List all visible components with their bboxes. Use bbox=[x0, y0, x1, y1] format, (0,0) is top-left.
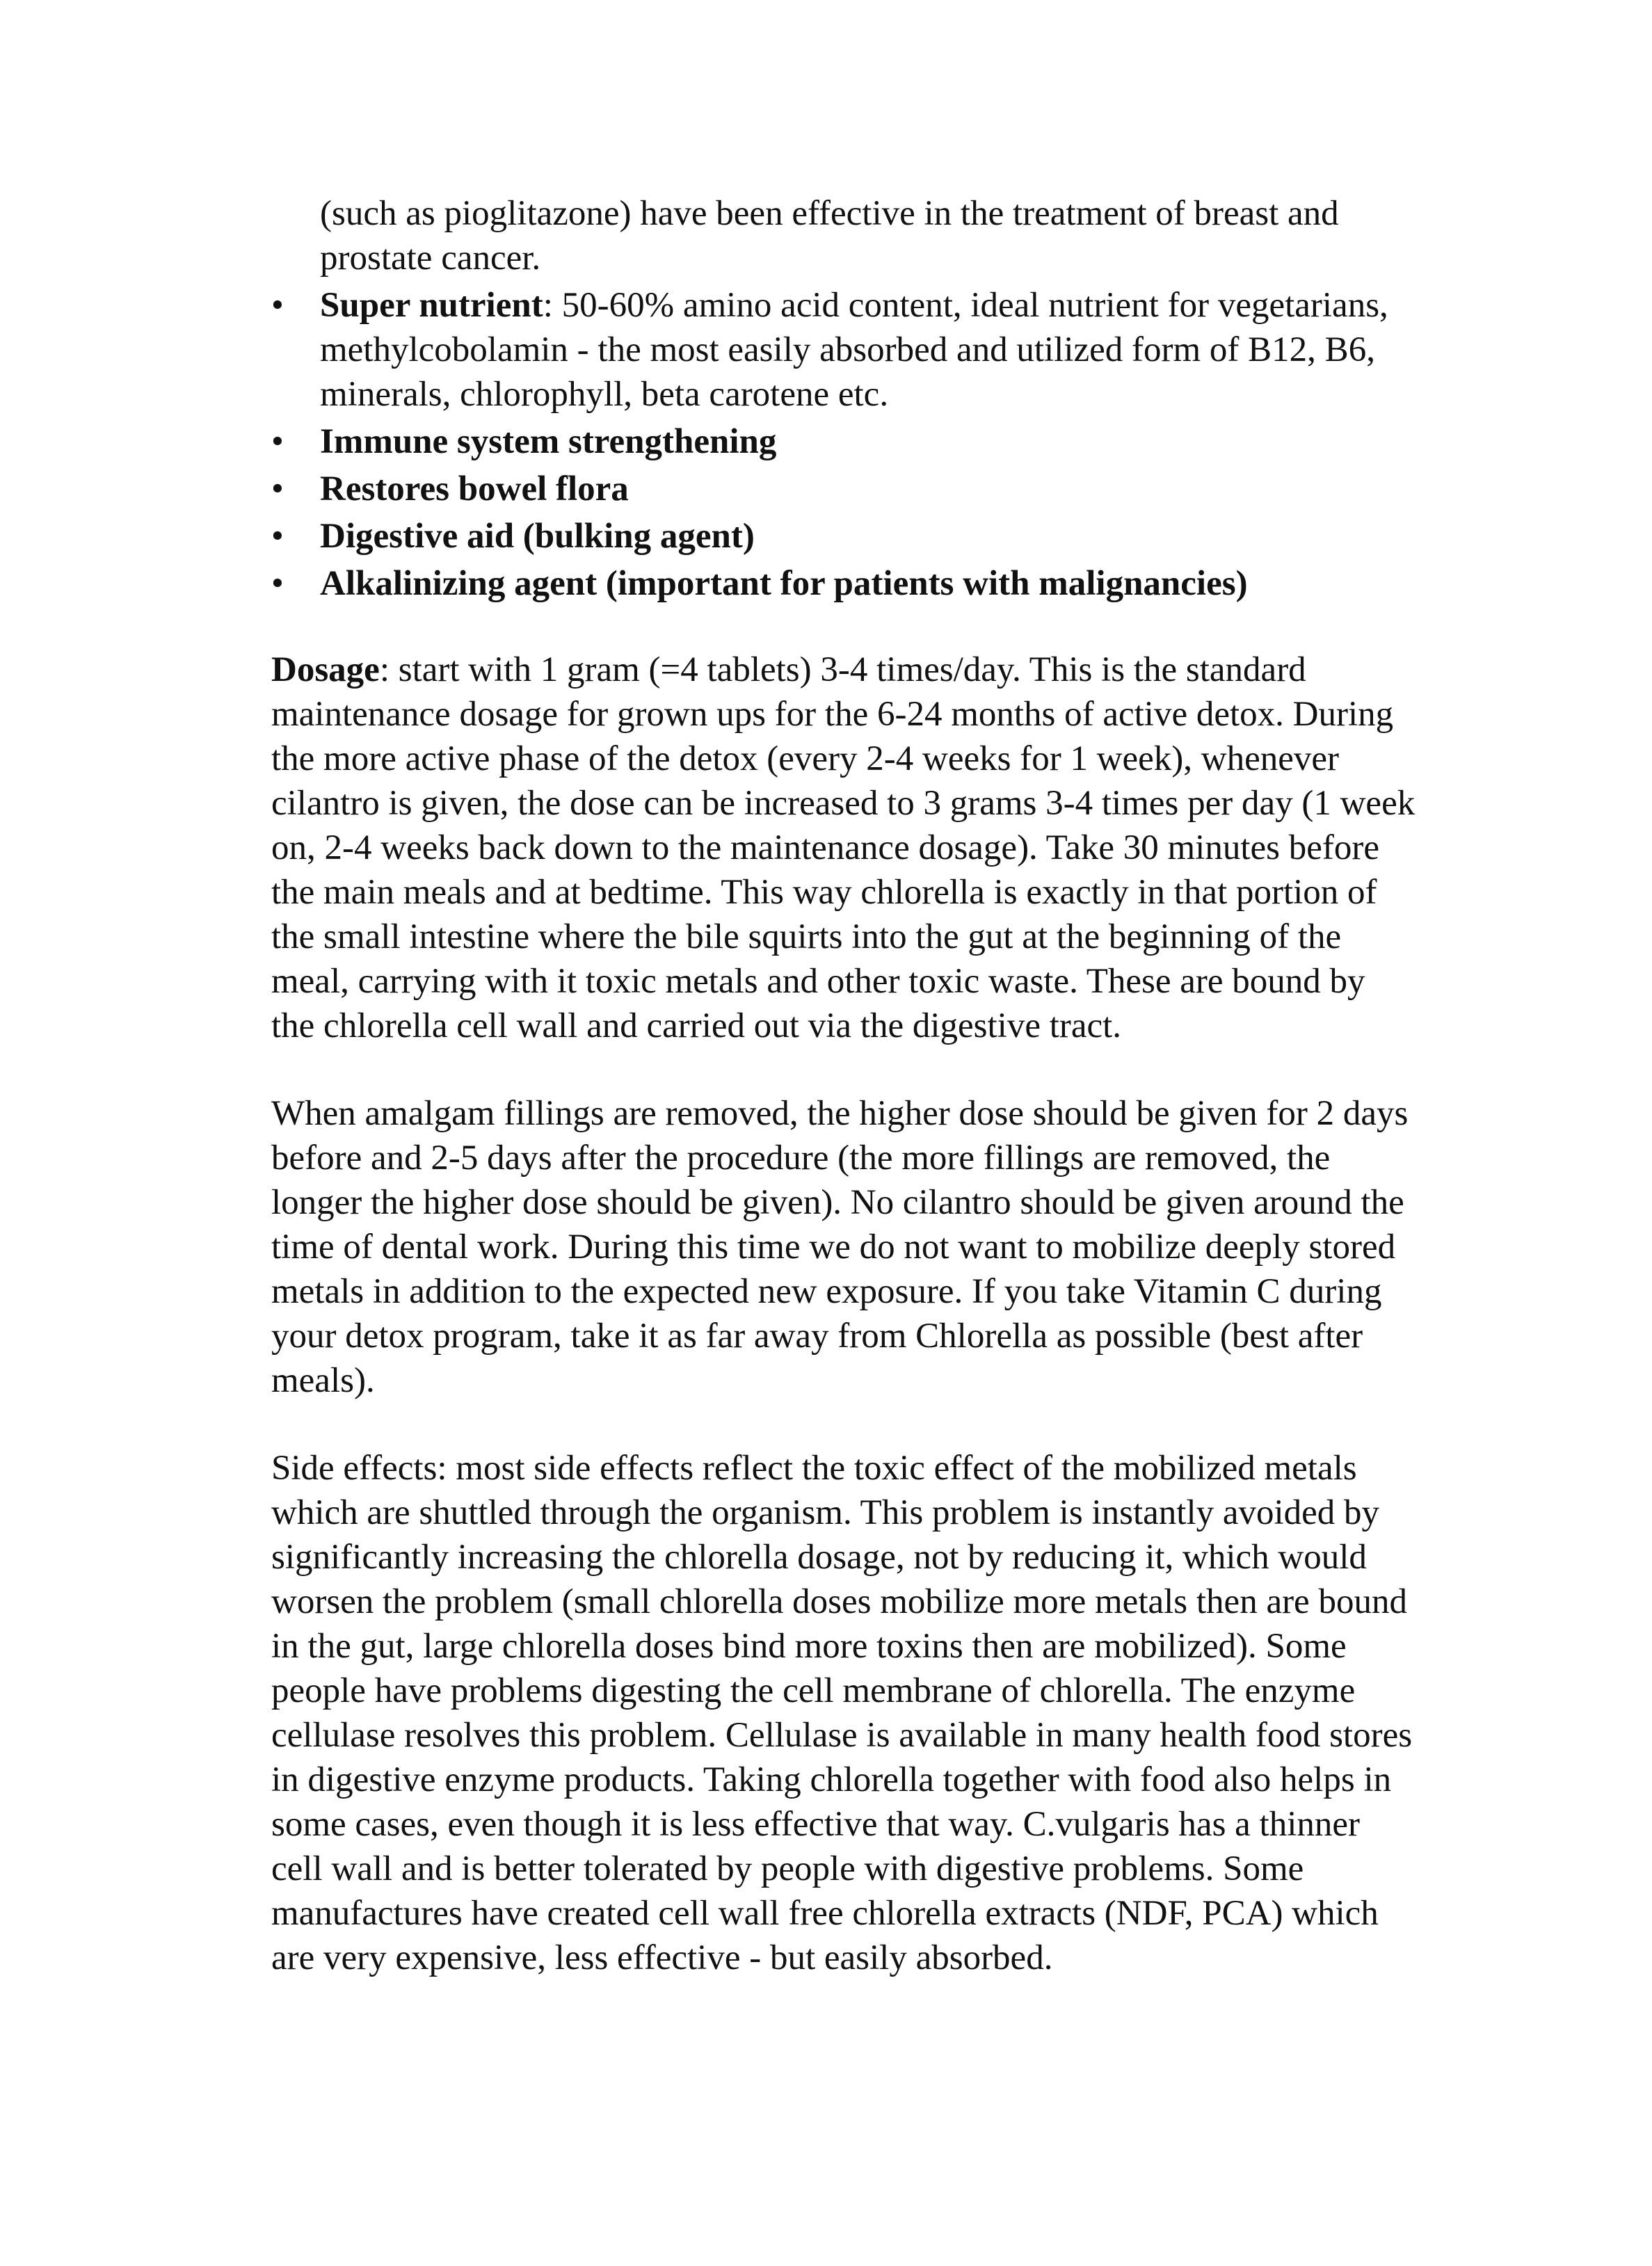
dosage-label: Dosage bbox=[271, 650, 380, 689]
side-effects-line: cell wall and is better tolerated by people with digestive problems. Some bbox=[271, 1849, 1304, 1888]
side-effects-line: are very expensive, less effective - but easily absorbed. bbox=[271, 1938, 1053, 1977]
side-effects-line: manufactures have created cell wall free chlorella extracts (NDF, PCA) which bbox=[271, 1894, 1379, 1933]
side-effects-line: in digestive enzyme products. Taking chlorella together with food also helps in bbox=[271, 1760, 1392, 1799]
bullet-bowel-flora: Restores bowel flora bbox=[320, 469, 629, 508]
bullet-marker: • bbox=[271, 286, 284, 325]
super-nutrient-line-3: minerals, chlorophyll, beta carotene etc. bbox=[320, 375, 889, 414]
dosage-line-1 bbox=[271, 648, 1306, 691]
amalgam-line: meals). bbox=[271, 1361, 375, 1400]
side-effects-line: people have problems digesting the cell membrane of chlorella. The enzyme bbox=[271, 1671, 1356, 1710]
side-effects-line: some cases, even though it is less effective that way. C.vulgaris has a thinner bbox=[271, 1805, 1361, 1844]
intro-line-1: (such as pioglitazone) have been effective in the treatment of breast and bbox=[320, 194, 1339, 233]
super-nutrient-label: Super nutrient bbox=[320, 286, 543, 325]
dosage-line: the main meals and at bedtime. This way chlorella is exactly in that portion of bbox=[271, 873, 1377, 912]
dosage-line: the small intestine where the bile squirts into the gut at the beginning of the bbox=[271, 917, 1342, 956]
dosage-line: on, 2-4 weeks back down to the maintenance dosage). Take 30 minutes before bbox=[271, 828, 1379, 867]
super-nutrient-line-2: methylcobolamin - the most easily absorbed and utilized form of B12, B6, bbox=[320, 330, 1375, 369]
amalgam-line: metals in addition to the expected new exposure. If you take Vitamin C during bbox=[271, 1272, 1382, 1311]
bullet-alkalinizing: Alkalinizing agent (important for patients with malignancies) bbox=[320, 564, 1248, 603]
dosage-line: cilantro is given, the dose can be increased to 3 grams 3-4 times per day (1 week bbox=[271, 784, 1416, 823]
dosage-line: meal, carrying with it toxic metals and other toxic waste. These are bound by bbox=[271, 962, 1365, 1001]
bullet-super-nutrient bbox=[320, 284, 1388, 327]
side-effects-line: cellulase resolves this problem. Cellulase is available in many health food stores bbox=[271, 1716, 1413, 1755]
amalgam-line: your detox program, take it as far away from Chlorella as possible (best after bbox=[271, 1317, 1363, 1356]
side-effects-line: significantly increasing the chlorella dosage, not by reducing it, which would bbox=[271, 1538, 1367, 1577]
dosage-line: the chlorella cell wall and carried out via the digestive tract. bbox=[271, 1006, 1122, 1045]
amalgam-line: time of dental work. During this time we do not want to mobilize deeply stored bbox=[271, 1228, 1396, 1267]
dosage-line: the more active phase of the detox (every 2-4 weeks for 1 week), whenever bbox=[271, 739, 1340, 778]
side-effects-line: Side effects: most side effects reflect the toxic effect of the mobilized metals bbox=[271, 1449, 1357, 1488]
amalgam-line: When amalgam fillings are removed, the higher dose should be given for 2 days bbox=[271, 1094, 1409, 1133]
bullet-marker: • bbox=[271, 469, 284, 508]
super-nutrient-text: : 50-60% amino acid content, ideal nutrient for vegetarians, bbox=[543, 286, 1388, 325]
side-effects-line: which are shuttled through the organism. This problem is instantly avoided by bbox=[271, 1493, 1380, 1532]
bullet-marker: • bbox=[271, 517, 284, 556]
side-effects-line: in the gut, large chlorella doses bind more toxins then are mobilized). Some bbox=[271, 1627, 1347, 1666]
amalgam-line: longer the higher dose should be given). No cilantro should be given around the bbox=[271, 1183, 1404, 1222]
intro-line-2: prostate cancer. bbox=[320, 239, 541, 278]
bullet-marker: • bbox=[271, 564, 284, 603]
bullet-immune: Immune system strengthening bbox=[320, 422, 777, 461]
dosage-text: : start with 1 gram (=4 tablets) 3-4 times/day. This is the standard bbox=[379, 650, 1306, 689]
bullet-marker: • bbox=[271, 422, 284, 461]
side-effects-line: worsen the problem (small chlorella doses mobilize more metals then are bound bbox=[271, 1582, 1407, 1621]
dosage-line: maintenance dosage for grown ups for the 6-24 months of active detox. During bbox=[271, 695, 1394, 734]
bullet-digestive-aid: Digestive aid (bulking agent) bbox=[320, 517, 755, 556]
amalgam-line: before and 2-5 days after the procedure (the more fillings are removed, the bbox=[271, 1139, 1331, 1178]
